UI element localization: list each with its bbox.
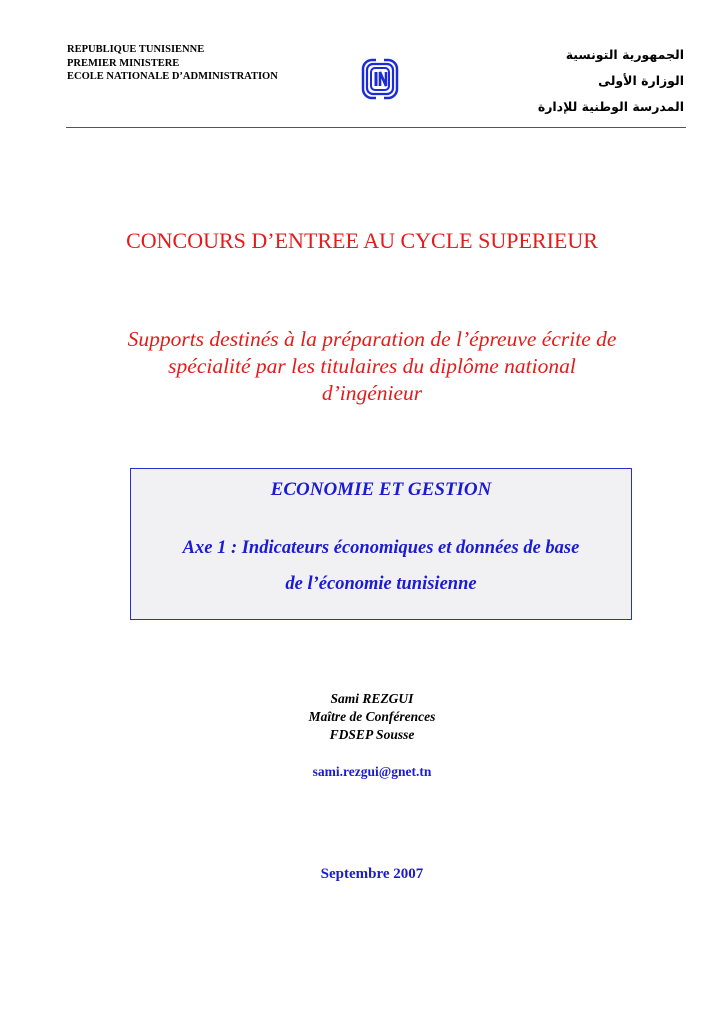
- axe-line-1: Axe 1 : Indicateurs économiques et données de base: [182, 538, 580, 558]
- header-left-line-republic: REPUBLIQUE TUNISIENNE: [67, 44, 205, 55]
- topic-box: [130, 468, 632, 620]
- subtitle-line-1: Supports destinés à la préparation de l’épreuve écrite de: [127, 327, 617, 351]
- author-institution: FDSEP Sousse: [329, 727, 415, 742]
- author-block: [0, 690, 724, 744]
- header-right-line-school: المدرسة الوطنية للإدارة: [537, 99, 684, 114]
- header-right-block: [538, 42, 684, 120]
- axe-line-2: de l’économie tunisienne: [285, 574, 477, 594]
- topic-axe: [131, 530, 631, 602]
- header-left-line-ministry: PREMIER MINISTERE: [67, 57, 180, 69]
- document-subtitle: [72, 326, 672, 407]
- header-divider: [66, 127, 686, 128]
- document-date: Septembre 2007: [320, 866, 424, 882]
- header-right-line-ministry: الوزارة الأولى: [598, 73, 684, 88]
- author-name: Sami REZGUI: [330, 691, 414, 706]
- subtitle-line-3: d’ingénieur: [321, 381, 423, 405]
- ena-logo-icon: [361, 58, 399, 100]
- document-title: CONCOURS D’ENTREE AU CYCLE SUPERIEUR: [126, 228, 598, 253]
- author-position: Maître de Conférences: [308, 709, 436, 724]
- author-email-link[interactable]: sami.rezgui@gnet.tn: [312, 764, 432, 779]
- header-left-line-school: ECOLE NATIONALE D’ADMINISTRATION: [67, 71, 278, 82]
- subtitle-line-2: spécialité par les titulaires du diplôme national: [168, 354, 576, 378]
- header-right-line-republic: الجمهورية التونسية: [565, 47, 684, 62]
- topic-heading: ECONOMIE ET GESTION: [270, 479, 492, 500]
- header-left-block: [67, 43, 278, 84]
